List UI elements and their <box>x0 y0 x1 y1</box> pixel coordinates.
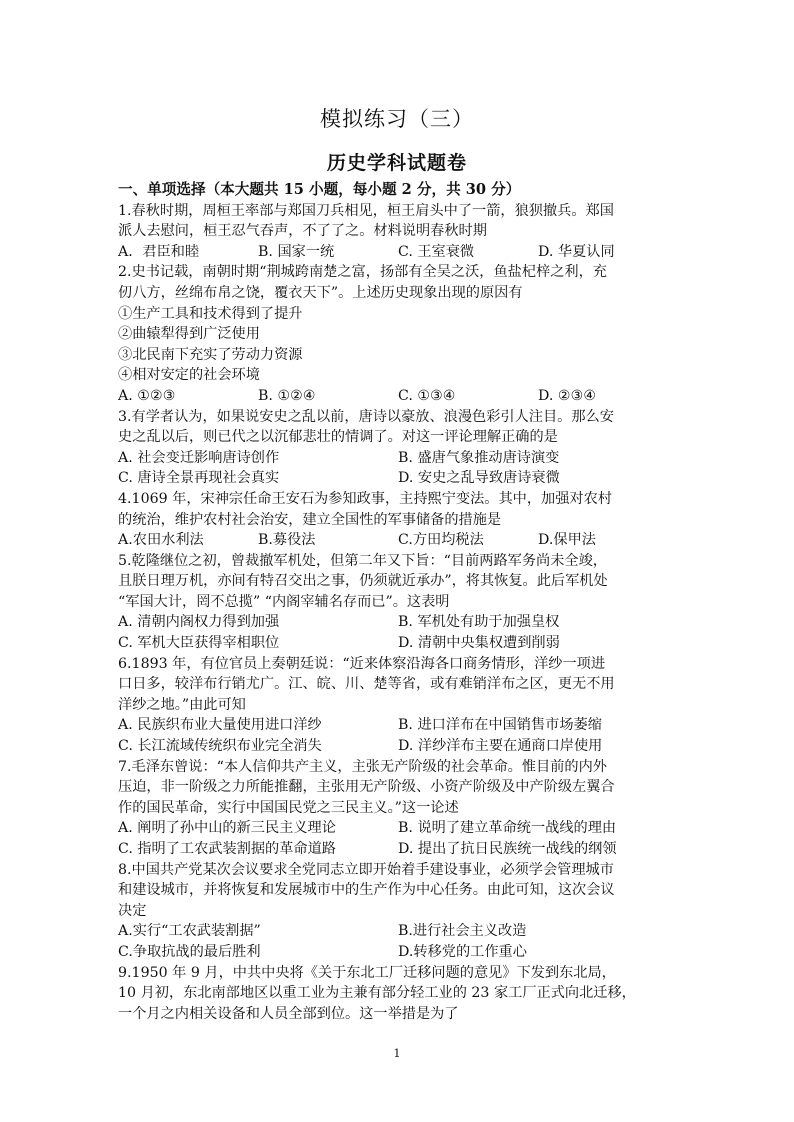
question-text: 史之乱以后，则已代之以沉郁悲壮的情调了。对这一评论理解正确的是 <box>118 429 558 446</box>
option-b[interactable]: B. ①②④ <box>258 387 316 404</box>
page-subtitle: 历史学科试题卷 <box>326 152 467 174</box>
option-a[interactable]: A. 社会变迁影响唐诗创作 <box>118 449 280 466</box>
options-row <box>118 633 678 654</box>
question-7 <box>118 757 678 860</box>
option-b[interactable]: B. 盛唐气象推动唐诗演变 <box>398 449 560 466</box>
options-row <box>118 715 678 736</box>
options-row <box>118 921 678 942</box>
question-text: 作的国民革命，实行中国国民党之三民主义。”这一论述 <box>118 799 459 816</box>
option-c[interactable]: C. 指明了工农武装割据的革命道路 <box>118 841 336 857</box>
question-1 <box>118 201 678 263</box>
option-c[interactable]: C. 军机大臣获得宰相职位 <box>118 635 280 652</box>
option-d[interactable]: D. ②③④ <box>538 387 597 404</box>
option-c[interactable]: C.争取抗战的最后胜利 <box>118 943 261 960</box>
option-a[interactable]: A.农田水利法 <box>118 532 204 549</box>
question-text: 2.史书记载，南朝时期“荆城跨南楚之富，扬部有全吴之沃，鱼盐杞梓之利，充 <box>118 264 607 281</box>
question-text: 的统治，维护农村社会治安，建立全国性的军事储备的措施是 <box>118 511 502 528</box>
page-title: 模拟练习（三） <box>320 107 474 131</box>
option-d[interactable]: D.转移党的工作重心 <box>398 943 527 960</box>
question-9 <box>118 963 678 1025</box>
question-text: 仞八方，丝绵布帛之饶，覆衣天下”。上述历史现象出现的原因有 <box>118 284 523 301</box>
question-text: 5.乾隆继位之初，曾裁撤军机处，但第二年又下旨：“目前两路军务尚未全竣， <box>118 552 607 569</box>
question-text: 派人去慰问，桓王忍气吞声，不了了之。材料说明春秋时期 <box>118 223 487 240</box>
option-c[interactable]: C. 长江流域传统织布业完全消失 <box>118 738 322 755</box>
option-d[interactable]: D. 华夏认同 <box>538 243 615 260</box>
question-text: 3.有学者认为，如果说安史之乱以前，唐诗以豪放、浪漫色彩引人注目。那么安 <box>118 408 614 425</box>
option-c[interactable]: C. 王室衰微 <box>398 243 475 260</box>
page-number: 1 <box>393 1047 401 1060</box>
option-a[interactable]: A. 阐明了孙中山的新三民主义理论 <box>118 820 336 837</box>
question-text: “军国大计，罔不总揽” “内阁宰辅名存而已”。这表明 <box>118 593 450 610</box>
option-c[interactable]: C. ①③④ <box>398 387 456 404</box>
statement-3: ③北民南下充实了劳动力资源 <box>118 346 303 363</box>
option-a[interactable]: A. 清朝内阁权力得到加强 <box>118 614 280 631</box>
question-text: 且朕日理万机，亦间有特召交出之事，仍须就近承办”，将其恢复。此后军机处 <box>118 573 608 590</box>
question-text: 口日多，较洋布行销尤广。江、皖、川、楚等省，或有难销洋布之区，更无不用 <box>118 676 615 693</box>
statement-2: ②曲辕犁得到广泛使用 <box>118 326 260 343</box>
option-a[interactable]: A. ①②③ <box>118 387 176 404</box>
question-text: 压迫，非一阶级之力所能推翻，主张用无产阶级、小资产阶级及中产阶级左翼合 <box>118 779 615 796</box>
option-d[interactable]: D. 洋纱洋布主要在通商口岸使用 <box>398 738 603 755</box>
options-row <box>118 942 678 963</box>
option-b[interactable]: B. 进口洋布在中国销售市场萎缩 <box>398 717 602 734</box>
options-row <box>118 530 678 551</box>
question-text: 1.春秋时期，周桓王率部与郑国刀兵相见，桓王肩头中了一箭，狼狈撤兵。郑国 <box>118 202 614 219</box>
option-b[interactable]: B.进行社会主义改造 <box>398 923 527 940</box>
question-text: 和建设城市，并将恢复和发展城市中的生产作为中心任务。由此可知，这次会议 <box>118 882 615 899</box>
options-row <box>118 612 678 633</box>
question-text: 决定 <box>118 902 147 919</box>
statement-4: ④相对安定的社会环境 <box>118 367 260 384</box>
question-text: 洋纱之地。”由此可知 <box>118 696 246 713</box>
options-row <box>118 818 678 839</box>
options-row <box>118 448 678 469</box>
options-row <box>118 242 678 263</box>
question-text: 10 月初，东北南部地区以重工业为主兼有部分轻工业的 23 家工厂正式向北迁移， <box>118 985 636 1002</box>
question-2 <box>118 262 678 406</box>
question-text: 9.1950 年 9 月，中共中央将《关于东北工厂迁移问题的意见》下发到东北局， <box>118 964 616 981</box>
question-5 <box>118 551 678 654</box>
section-heading: 一、单项选择（本大题共 15 小题，每小题 2 分，共 30 分） <box>118 181 521 198</box>
option-d[interactable]: D. 提出了抗日民族统一战线的纲领 <box>398 841 617 857</box>
question-text: 7.毛泽东曾说：“本人信仰共产主义，主张无产阶级的社会革命。惟目前的内外 <box>118 758 607 775</box>
options-row <box>118 386 678 407</box>
option-a[interactable]: A.实行“工农武装割据” <box>118 923 261 940</box>
question-text: 6.1893 年，有位官员上奏朝廷说：“近来体察沿海各口商务情形，洋纱一项进 <box>118 655 606 672</box>
exam-content <box>118 180 678 1024</box>
question-text: 4.1069 年，宋神宗任命王安石为参知政事，主持熙宁变法。其中，加强对农村 <box>118 490 612 507</box>
option-b[interactable]: B. 军机处有助于加强皇权 <box>398 614 560 631</box>
question-text: 8.中国共产党某次会议要求全党同志立即开始着手建设事业，必须学会管理城市 <box>118 861 614 878</box>
option-d[interactable]: D. 清朝中央集权遭到削弱 <box>398 635 560 652</box>
option-a[interactable]: A．君臣和睦 <box>118 243 200 260</box>
statement-1: ①生产工具和技术得到了提升 <box>118 305 303 322</box>
question-8 <box>118 860 678 963</box>
option-a[interactable]: A. 民族织布业大量使用进口洋纱 <box>118 717 322 734</box>
option-b[interactable]: B. 国家一统 <box>258 243 335 260</box>
option-b[interactable]: B.募役法 <box>258 532 316 549</box>
question-6 <box>118 654 678 757</box>
option-d[interactable]: D.保甲法 <box>538 532 596 549</box>
question-4 <box>118 489 678 551</box>
options-row <box>118 468 678 489</box>
options-row <box>118 839 678 860</box>
option-d[interactable]: D. 安史之乱导致唐诗衰微 <box>398 470 560 487</box>
options-row <box>118 736 678 757</box>
option-c[interactable]: C. 唐诗全景再现社会真实 <box>118 470 280 487</box>
option-b[interactable]: B. 说明了建立革命统一战线的理由 <box>398 820 617 837</box>
question-3 <box>118 407 678 489</box>
question-text: 一个月之内相关设备和人员全部到位。这一举措是为了 <box>118 1005 459 1022</box>
option-c[interactable]: C.方田均税法 <box>398 532 484 549</box>
